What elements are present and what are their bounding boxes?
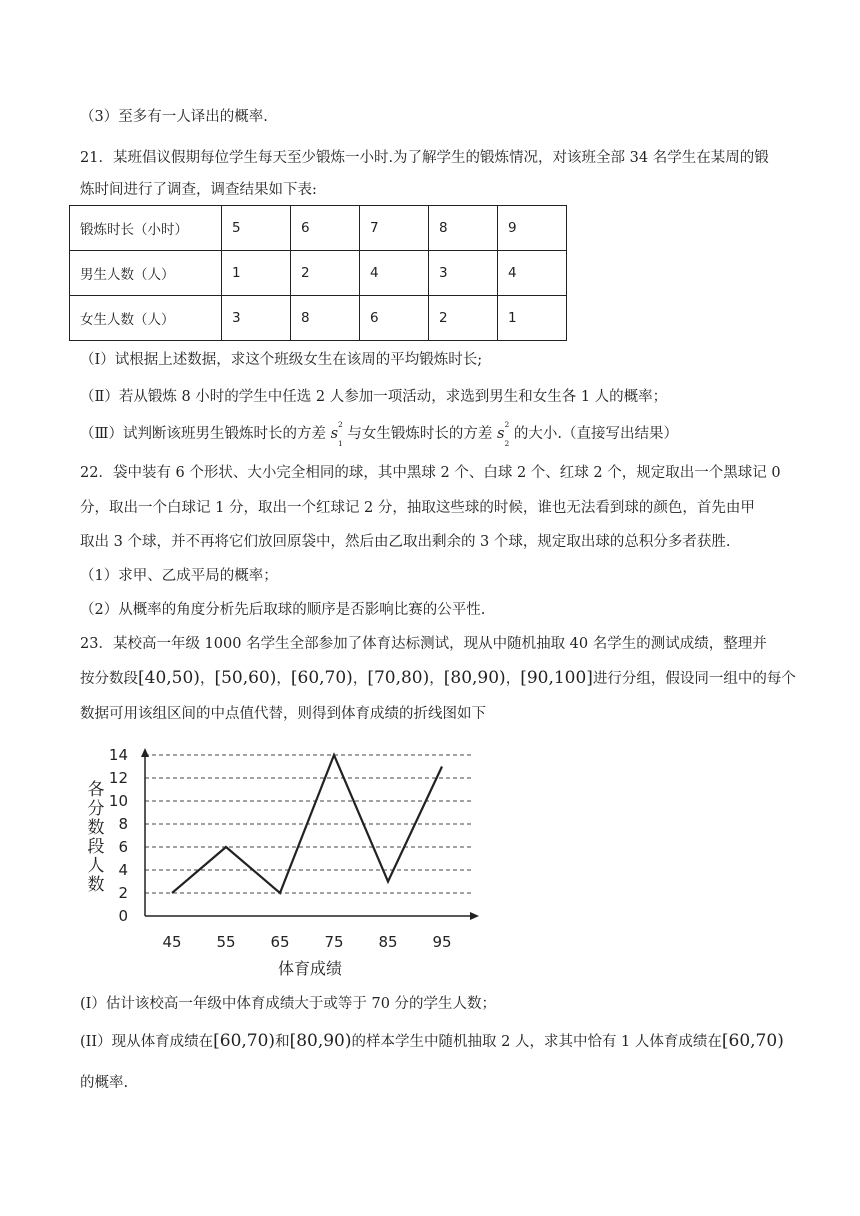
y-tick-label: 2 bbox=[118, 884, 128, 902]
y-axis-label-char: 人 bbox=[87, 856, 105, 876]
comma: ， bbox=[352, 671, 368, 687]
var-s2: s bbox=[497, 426, 505, 442]
y-tick-label: 6 bbox=[118, 838, 128, 856]
q22-stem-line3: 取出 3 个球，并不再将它们放回原袋中，然后由乙取出剩余的 3 个球，规定取出球的总积分多者获胜. bbox=[80, 534, 731, 550]
table-cell: 4 bbox=[498, 251, 567, 296]
y-tick-label: 10 bbox=[108, 792, 128, 810]
x-tick-label: 55 bbox=[216, 933, 236, 951]
interval-60-70: [60,70) bbox=[213, 1031, 276, 1051]
q23-stem-line2-post: 进行分组，假设同一组中的每个 bbox=[592, 671, 796, 687]
x-tick-label: 85 bbox=[378, 933, 398, 951]
chart-y-ticks bbox=[109, 746, 128, 925]
var-s1: s bbox=[330, 426, 339, 442]
y-tick-label: 4 bbox=[118, 861, 128, 879]
table-cell: 2 bbox=[291, 251, 360, 296]
x-axis-arrow bbox=[470, 912, 479, 920]
q23-part1: (I）估计该校高一年级中体育成绩大于或等于 70 分的学生人数； bbox=[80, 996, 497, 1012]
var-s2-sup: 2 bbox=[504, 420, 510, 429]
q21-part3-text-a: （Ⅲ）试判断该班男生锻炼时长的方差 bbox=[80, 426, 331, 442]
y-axis-label-char: 段 bbox=[87, 837, 105, 857]
q23-part2-line1 bbox=[80, 1031, 784, 1052]
q21-stem-line2: 炼时间进行了调查，调查结果如下表: bbox=[80, 182, 317, 198]
q23-stem-line2-pre: 按分数段 bbox=[80, 671, 138, 687]
table-cell: 4 bbox=[360, 251, 429, 296]
table-cell: 8 bbox=[291, 296, 360, 341]
series-line bbox=[172, 755, 442, 893]
var-s1-sub: 1 bbox=[338, 438, 343, 448]
q23-part2-line2: 的概率. bbox=[80, 1075, 129, 1091]
interval-90-100: [90,100] bbox=[520, 668, 593, 688]
x-tick-label: 95 bbox=[432, 933, 452, 951]
table-row bbox=[70, 251, 567, 296]
x-axis-label: 体育成绩 bbox=[277, 959, 343, 978]
q21-part2: （Ⅱ）若从锻炼 8 小时的学生中任选 2 人参加一项活动，求选到男生和女生各 1 人的概率； bbox=[80, 389, 668, 405]
table-cell: 6 bbox=[291, 206, 360, 251]
interval-60-70: [60,70) bbox=[721, 1031, 784, 1051]
table-row-header: 女生人数（人） bbox=[70, 296, 222, 341]
q20-part3: （3）至多有一人译出的概率. bbox=[80, 109, 268, 125]
table-cell: 9 bbox=[498, 206, 567, 251]
q22-stem-line2: 分，取出一个白球记 1 分，取出一个红球记 2 分，抽取这些球的时候，谁也无法看到球的颜色，首先由甲 bbox=[80, 500, 755, 516]
var-s1-sup: 2 bbox=[338, 420, 343, 429]
y-axis-label-char: 各 bbox=[87, 780, 105, 800]
comma: ， bbox=[429, 671, 444, 687]
y-tick-label: 14 bbox=[108, 746, 128, 764]
interval-70-80: [70,80) bbox=[367, 668, 430, 688]
interval-50-60: [50,60) bbox=[214, 668, 277, 688]
q23-part2-text-c: 的样本学生中随机抽取 2 人，求其中恰有 1 人体育成绩在 bbox=[351, 1034, 722, 1050]
q23-part2-text-b: 和 bbox=[275, 1034, 290, 1050]
interval-60-70: [60,70) bbox=[290, 668, 353, 688]
q23-stem-line1: 23．某校高一年级 1000 名学生全部参加了体育达标测试，现从中随机抽取 40 名学生的测试成绩，整理并 bbox=[80, 636, 767, 652]
interval-80-90: [80,90) bbox=[289, 1031, 352, 1051]
score-line-chart bbox=[80, 738, 500, 983]
y-axis-arrow bbox=[141, 748, 149, 757]
comma: ， bbox=[505, 671, 521, 687]
q22-stem-line1: 22．袋中装有 6 个形状、大小完全相同的球，其中黑球 2 个、白球 2 个、红球 2 个，规定取出一个黑球记 0 bbox=[80, 465, 781, 481]
y-axis-label bbox=[88, 780, 105, 895]
var-s2-sub: 2 bbox=[504, 438, 510, 448]
y-axis-label-char: 分 bbox=[87, 799, 105, 819]
x-tick-label: 45 bbox=[162, 933, 182, 951]
table-cell: 2 bbox=[429, 296, 498, 341]
x-tick-label: 65 bbox=[270, 933, 290, 951]
q21-part1: （Ⅰ）试根据上述数据，求这个班级女生在该周的平均锻炼时长; bbox=[80, 352, 483, 368]
table-row-header: 男生人数（人） bbox=[70, 251, 222, 296]
table-cell: 3 bbox=[429, 251, 498, 296]
chart-grid bbox=[145, 755, 472, 893]
table-row-header: 锻炼时长（小时） bbox=[70, 206, 222, 251]
q21-stem-line1: 21．某班倡议假期每位学生每天至少锻炼一小时.为了解学生的锻炼情况，对该班全部 34 名学生在某周的锻 bbox=[80, 150, 769, 166]
q21-part3-text-b: 与女生锻炼时长的方差 bbox=[342, 426, 498, 442]
table-row bbox=[70, 206, 567, 251]
exercise-table bbox=[69, 205, 567, 341]
y-tick-label: 0 bbox=[118, 907, 128, 925]
table-cell: 8 bbox=[429, 206, 498, 251]
table-cell: 5 bbox=[222, 206, 291, 251]
interval-80-90: [80,90) bbox=[443, 668, 506, 688]
table-row bbox=[70, 296, 567, 341]
q22-part1: （1）求甲、乙成平局的概率； bbox=[80, 568, 278, 584]
chart-x-ticks bbox=[162, 933, 451, 951]
y-axis-label-char: 数 bbox=[87, 875, 105, 895]
x-tick-label: 75 bbox=[324, 933, 344, 951]
y-tick-label: 12 bbox=[108, 769, 128, 787]
interval-40-50: [40,50) bbox=[138, 668, 200, 688]
table-cell: 1 bbox=[498, 296, 567, 341]
comma: ， bbox=[199, 671, 215, 687]
table-cell: 3 bbox=[222, 296, 291, 341]
y-axis-label-char: 数 bbox=[87, 818, 105, 838]
table-cell: 6 bbox=[360, 296, 429, 341]
q23-stem-line3: 数据可用该组区间的中点值代替，则得到体育成绩的折线图如下 bbox=[80, 706, 486, 722]
table-cell: 1 bbox=[222, 251, 291, 296]
comma: ， bbox=[276, 671, 291, 687]
q22-part2: （2）从概率的角度分析先后取球的顺序是否影响比赛的公平性. bbox=[80, 602, 486, 618]
table-cell: 7 bbox=[360, 206, 429, 251]
q23-stem-line2 bbox=[80, 668, 796, 689]
y-tick-label: 8 bbox=[118, 815, 128, 833]
q23-part2-text-a: (II）现从体育成绩在 bbox=[80, 1034, 214, 1050]
q21-part3 bbox=[80, 420, 678, 449]
q21-part3-text-c: 的大小.（直接写出结果） bbox=[509, 426, 678, 442]
chart-axes bbox=[141, 748, 479, 920]
